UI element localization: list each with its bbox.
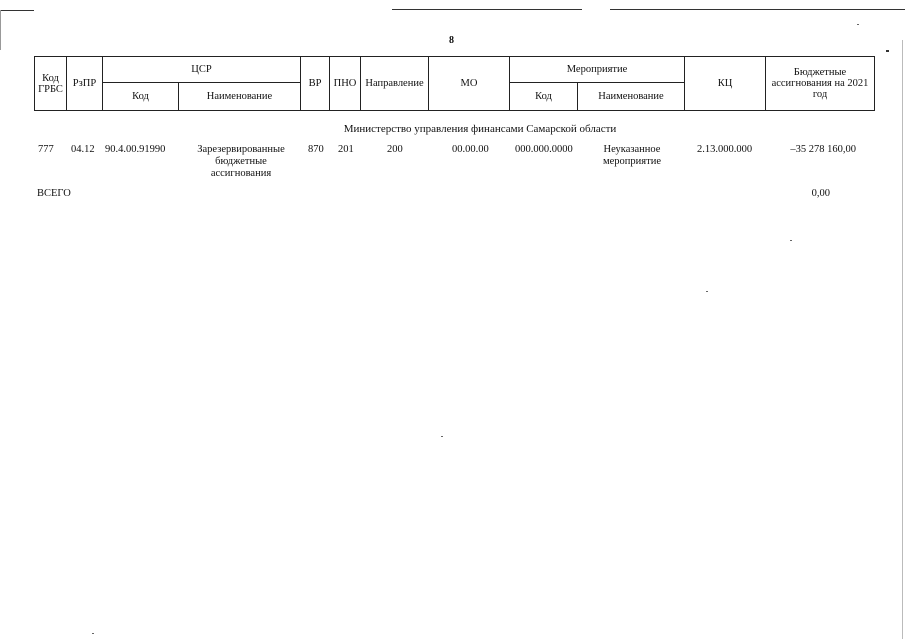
header-mer-kod: Код [510, 83, 578, 111]
scan-speck [790, 240, 792, 241]
header-csr: ЦСР [103, 57, 301, 83]
header-mer-name: Наименование [578, 83, 685, 111]
row-csr-kod: 90.4.00.91990 [105, 144, 166, 155]
scan-line-right [610, 9, 905, 10]
row-pno: 201 [338, 144, 354, 155]
scan-speck [706, 291, 708, 292]
header-budget: Бюджетные ассигнования на 2021 год [766, 57, 875, 111]
total-label: ВСЕГО [37, 188, 71, 199]
row-mer-name: Неуказанное мероприятие [603, 144, 661, 167]
row-rzpr: 04.12 [71, 144, 95, 155]
header-rzpr: РзПР [67, 57, 103, 111]
scan-speck [92, 633, 94, 634]
scan-edge-left [0, 10, 1, 50]
row-napravlenie: 200 [387, 144, 403, 155]
scan-speck [857, 24, 859, 25]
row-amount: –35 278 160,00 [790, 144, 856, 155]
header-meropriyatie: Мероприятие [510, 57, 685, 83]
total-amount: 0,00 [811, 188, 830, 199]
header-table [34, 56, 875, 111]
scan-speck [886, 50, 889, 52]
header-vr: ВР [301, 57, 330, 111]
header-kc: КЦ [685, 57, 766, 111]
scan-speck [441, 436, 443, 437]
ministry-title: Министерство управления финансами Самарской области [343, 123, 617, 135]
header-pno: ПНО [330, 57, 361, 111]
scan-line-left [0, 10, 34, 11]
header-mo: МО [429, 57, 510, 111]
header-csr-kod: Код [103, 83, 179, 111]
row-vr: 870 [308, 144, 324, 155]
scan-line-middle [392, 9, 582, 10]
header-csr-name: Наименование [179, 83, 301, 111]
header-kod-grbs: Код ГРБС [35, 57, 67, 111]
header-napravlenie: Направление [361, 57, 429, 111]
row-grbs: 777 [38, 144, 54, 155]
page-number: 8 [449, 35, 454, 46]
row-mer-kod: 000.000.0000 [515, 144, 573, 155]
row-csr-name: Зарезервированные бюджетные ассигнования [197, 144, 285, 179]
row-mo: 00.00.00 [452, 144, 489, 155]
row-kc: 2.13.000.000 [697, 144, 753, 155]
